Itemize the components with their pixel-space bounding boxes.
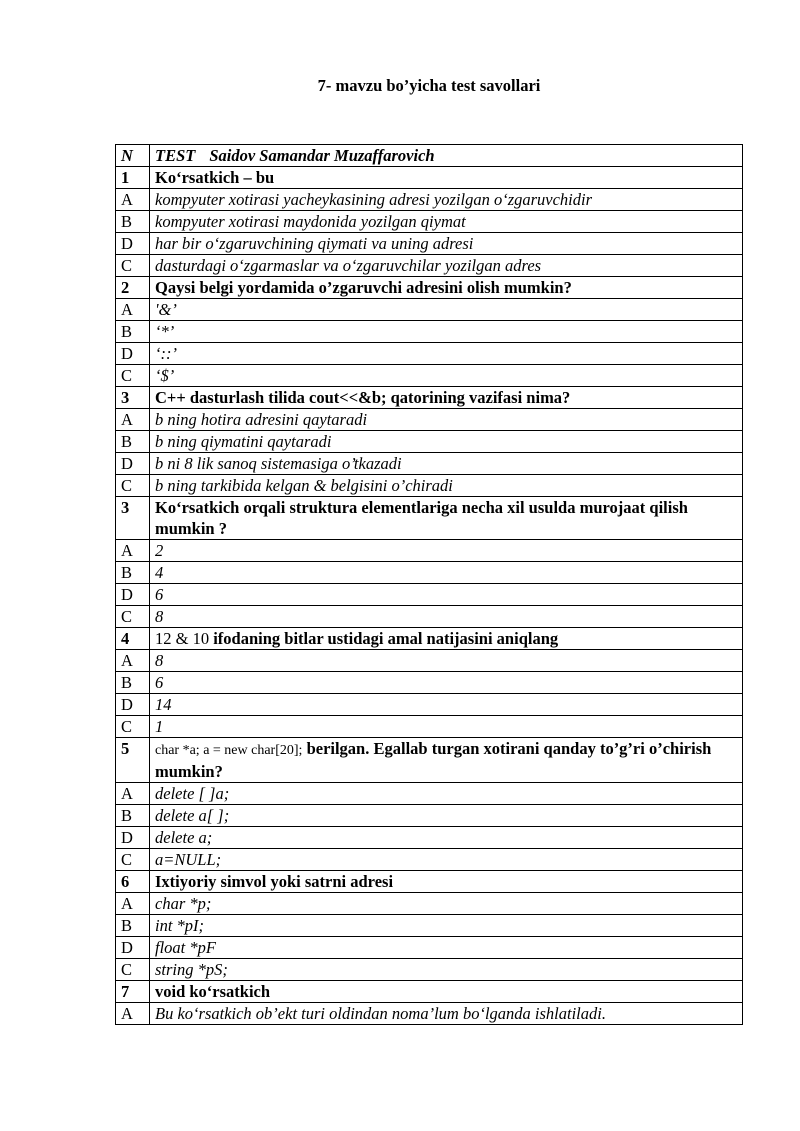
question-text: Ko‘rsatkich – bu: [150, 167, 743, 189]
option-text: delete a;: [150, 827, 743, 849]
question-number: 3: [116, 387, 150, 409]
question-row: [116, 871, 743, 893]
question-text: Ixtiyoriy simvol yoki satrni adresi: [150, 871, 743, 893]
question-number: 3: [116, 497, 150, 540]
option-text: b ni 8 lik sanoq sistemasiga o’tkazadi: [150, 453, 743, 475]
option-row: [116, 562, 743, 584]
test-table: [115, 144, 743, 1025]
option-text: '&’: [150, 299, 743, 321]
option-text: float *pF: [150, 937, 743, 959]
option-row: [116, 299, 743, 321]
option-text: dasturdagi o‘zgarmaslar va o‘zgaruvchilar yozilgan adres: [150, 255, 743, 277]
option-row: [116, 431, 743, 453]
option-letter: A: [116, 1003, 150, 1025]
question-number: 7: [116, 981, 150, 1003]
option-row: [116, 189, 743, 211]
question-code: 12 & 10: [155, 629, 210, 648]
option-letter: C: [116, 365, 150, 387]
option-text: ‘::’: [150, 343, 743, 365]
option-text: delete [ ]a;: [150, 783, 743, 805]
option-row: [116, 475, 743, 497]
option-row: [116, 893, 743, 915]
option-row: [116, 409, 743, 431]
question-text: [150, 738, 743, 783]
option-row: [116, 1003, 743, 1025]
question-number: 6: [116, 871, 150, 893]
option-letter: D: [116, 827, 150, 849]
option-text: 6: [150, 672, 743, 694]
option-row: [116, 959, 743, 981]
option-letter: B: [116, 562, 150, 584]
option-text: delete a[ ];: [150, 805, 743, 827]
option-text: b ning hotira adresini qaytaradi: [150, 409, 743, 431]
question-code: char *a; a = new char[20];: [155, 743, 303, 758]
option-row: [116, 650, 743, 672]
question-row: [116, 981, 743, 1003]
option-text: int *pI;: [150, 915, 743, 937]
option-letter: D: [116, 233, 150, 255]
question-row: [116, 277, 743, 299]
option-row: [116, 716, 743, 738]
header-n: N: [116, 145, 150, 167]
option-text: b ning qiymatini qaytaradi: [150, 431, 743, 453]
option-text: a=NULL;: [150, 849, 743, 871]
question-row: [116, 628, 743, 650]
option-letter: B: [116, 431, 150, 453]
option-text: 8: [150, 650, 743, 672]
option-letter: C: [116, 475, 150, 497]
option-row: [116, 365, 743, 387]
header-test-label: TEST: [155, 146, 196, 165]
question-text: C++ dasturlash tilida cout<<&b; qatorining vazifasi nima?: [150, 387, 743, 409]
option-letter: C: [116, 255, 150, 277]
option-letter: C: [116, 716, 150, 738]
option-row: [116, 606, 743, 628]
option-letter: A: [116, 893, 150, 915]
option-letter: D: [116, 694, 150, 716]
option-row: [116, 453, 743, 475]
question-text-rest: ifodaning bitlar ustidagi amal natijasini aniqlang: [213, 629, 559, 648]
question-number: 2: [116, 277, 150, 299]
option-row: [116, 321, 743, 343]
question-text-rest: berilgan. Egallab turgan xotirani qanday to’g’ri o’chirish mumkin?: [155, 739, 712, 781]
header-test: [150, 145, 743, 167]
option-row: [116, 255, 743, 277]
question-number: 5: [116, 738, 150, 783]
option-letter: B: [116, 672, 150, 694]
option-text: 4: [150, 562, 743, 584]
question-row: [116, 738, 743, 783]
question-text: Qaysi belgi yordamida o’zgaruvchi adresini olish mumkin?: [150, 277, 743, 299]
option-text: 2: [150, 540, 743, 562]
option-row: [116, 827, 743, 849]
question-number: 1: [116, 167, 150, 189]
option-row: [116, 233, 743, 255]
question-text: void ko‘rsatkich: [150, 981, 743, 1003]
page-title: 7- mavzu bo’yicha test savollari: [317, 76, 541, 95]
option-letter: A: [116, 783, 150, 805]
option-text: Bu ko‘rsatkich ob’ekt turi oldindan noma’lum bo‘lganda ishlatiladi.: [150, 1003, 743, 1025]
option-letter: C: [116, 959, 150, 981]
option-row: [116, 540, 743, 562]
option-row: [116, 694, 743, 716]
table-header-row: [116, 145, 743, 167]
question-number: 4: [116, 628, 150, 650]
option-letter: C: [116, 606, 150, 628]
option-text: char *p;: [150, 893, 743, 915]
option-letter: B: [116, 211, 150, 233]
option-text: 6: [150, 584, 743, 606]
option-row: [116, 211, 743, 233]
option-letter: D: [116, 937, 150, 959]
option-text: ‘*’: [150, 321, 743, 343]
option-row: [116, 783, 743, 805]
option-row: [116, 937, 743, 959]
option-letter: A: [116, 650, 150, 672]
option-letter: D: [116, 584, 150, 606]
option-text: 8: [150, 606, 743, 628]
option-row: [116, 849, 743, 871]
header-author: Saidov Samandar Muzaffarovich: [209, 146, 435, 165]
option-letter: A: [116, 409, 150, 431]
question-row: [116, 167, 743, 189]
option-row: [116, 915, 743, 937]
option-row: [116, 584, 743, 606]
option-letter: D: [116, 343, 150, 365]
option-text: kompyuter xotirasi yacheykasining adresi yozilgan o‘zgaruvchidir: [150, 189, 743, 211]
option-text: b ning tarkibida kelgan & belgisini o’chiradi: [150, 475, 743, 497]
option-row: [116, 343, 743, 365]
option-row: [116, 672, 743, 694]
option-letter: B: [116, 321, 150, 343]
option-letter: A: [116, 299, 150, 321]
option-letter: A: [116, 189, 150, 211]
question-row: [116, 387, 743, 409]
question-row: [116, 497, 743, 540]
option-letter: D: [116, 453, 150, 475]
option-text: har bir o‘zgaruvchining qiymati va uning adresi: [150, 233, 743, 255]
option-letter: A: [116, 540, 150, 562]
option-text: 1: [150, 716, 743, 738]
option-text: string *pS;: [150, 959, 743, 981]
question-text: [150, 628, 743, 650]
option-text: kompyuter xotirasi maydonida yozilgan qiymat: [150, 211, 743, 233]
option-row: [116, 805, 743, 827]
option-letter: C: [116, 849, 150, 871]
option-letter: B: [116, 915, 150, 937]
question-text: Ko‘rsatkich orqali struktura elementlariga necha xil usulda murojaat qilish mumkin ?: [150, 497, 743, 540]
option-text: 14: [150, 694, 743, 716]
option-letter: B: [116, 805, 150, 827]
option-text: ‘$’: [150, 365, 743, 387]
